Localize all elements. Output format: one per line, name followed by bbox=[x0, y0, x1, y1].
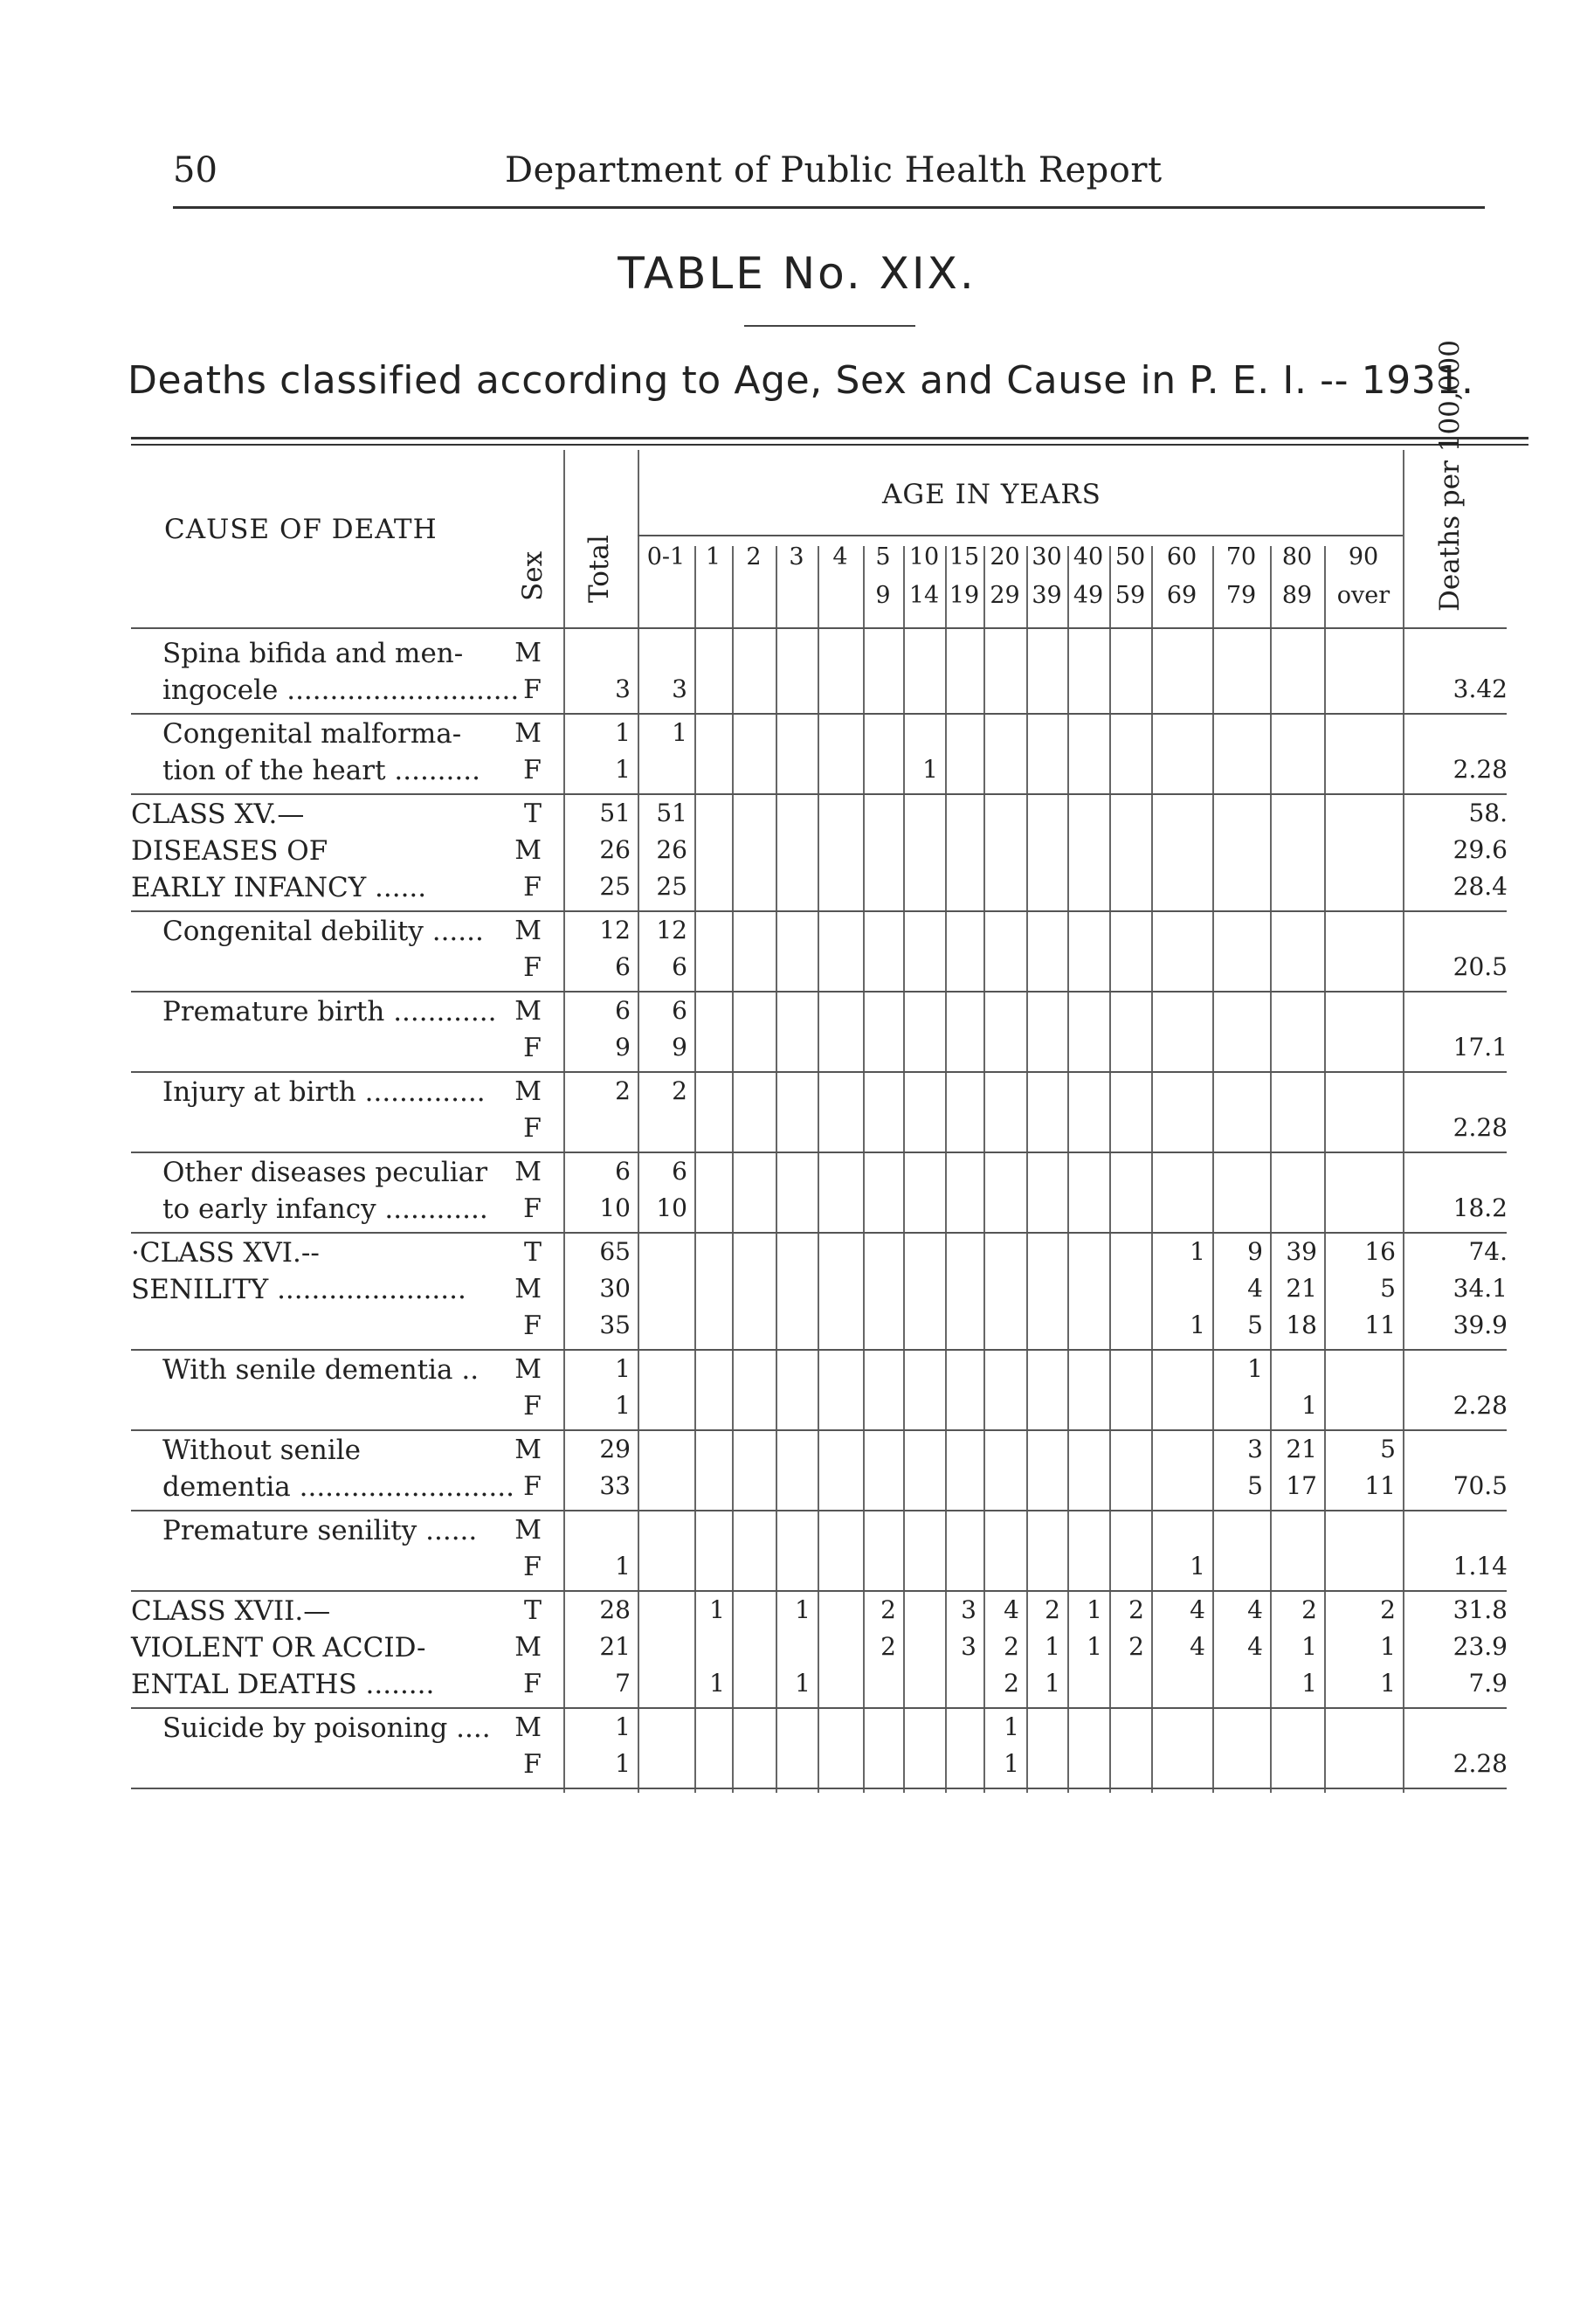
age-column-label-bottom: 29 bbox=[990, 582, 1020, 609]
total-cell: 3 bbox=[615, 674, 631, 703]
age-column-label-top: 50 bbox=[1114, 543, 1146, 571]
age-cell: 1 bbox=[1045, 1632, 1060, 1661]
age-column-label-top: 30 bbox=[1032, 543, 1062, 571]
cause-label: Injury at birth .............. bbox=[162, 1076, 486, 1108]
age-cell: 2 bbox=[1045, 1595, 1060, 1624]
group-separator-rule bbox=[131, 1590, 1507, 1592]
rate-cell: 29.6 bbox=[1453, 835, 1508, 864]
total-cell: 1 bbox=[615, 1552, 631, 1580]
cause-label: dementia ......................... bbox=[162, 1471, 514, 1503]
age-column-label-top: 40 bbox=[1073, 543, 1104, 571]
sex-cell: F bbox=[523, 1033, 542, 1063]
total-cell: 9 bbox=[615, 1033, 631, 1062]
rate-cell: 1.14 bbox=[1453, 1552, 1508, 1580]
age-column-label-bottom: 89 bbox=[1281, 582, 1313, 609]
cause-label: Congenital debility ...... bbox=[162, 916, 484, 947]
sex-cell: F bbox=[523, 1311, 542, 1341]
cause-label: VIOLENT OR ACCID- bbox=[131, 1632, 426, 1663]
rate-cell: 28.4 bbox=[1453, 872, 1508, 901]
age-cell: 39 bbox=[1286, 1237, 1317, 1266]
cause-label: Premature birth ............ bbox=[162, 996, 497, 1027]
header-bottom-rule bbox=[131, 627, 1507, 629]
age-cell: 1 bbox=[1045, 1669, 1060, 1698]
age-column-label-bottom: 9 bbox=[875, 582, 891, 609]
age-column-label-bottom: 19 bbox=[949, 582, 980, 609]
total-cell: 1 bbox=[615, 755, 631, 784]
cause-label: With senile dementia .. bbox=[162, 1354, 480, 1386]
rate-cell: 20.5 bbox=[1453, 952, 1508, 981]
header-rule bbox=[173, 206, 1485, 209]
age-cell: 21 bbox=[1286, 1274, 1317, 1303]
age-column-label-bottom: 59 bbox=[1114, 582, 1146, 609]
age-cell: 3 bbox=[961, 1595, 976, 1624]
sex-cell: T bbox=[523, 1237, 542, 1268]
age-column-label-top: 10 bbox=[908, 543, 940, 571]
table-top-rule-inner bbox=[131, 444, 1528, 446]
age-column-label-bottom: 79 bbox=[1225, 582, 1257, 609]
age-cell: 2 bbox=[672, 1076, 687, 1105]
rate-cell: 74. bbox=[1468, 1237, 1508, 1266]
age-cell: 1 bbox=[1301, 1391, 1317, 1420]
age-cell: 2 bbox=[1380, 1595, 1396, 1624]
sex-cell: M bbox=[514, 1712, 542, 1743]
rate-cell: 7.9 bbox=[1468, 1669, 1508, 1698]
age-cell: 26 bbox=[656, 835, 687, 864]
age-cell: 2 bbox=[1004, 1632, 1019, 1661]
age-cell: 5 bbox=[1380, 1274, 1396, 1303]
total-cell: 29 bbox=[599, 1435, 631, 1463]
age-column-label-top: 60 bbox=[1166, 543, 1197, 571]
sex-cell: F bbox=[523, 1552, 542, 1582]
sex-cell: F bbox=[523, 1113, 542, 1144]
group-separator-rule bbox=[131, 793, 1507, 795]
age-cell: 1 bbox=[709, 1669, 725, 1698]
rate-cell: 2.28 bbox=[1453, 1113, 1508, 1142]
sex-cell: M bbox=[514, 1354, 542, 1385]
total-cell: 33 bbox=[599, 1471, 631, 1500]
age-cell: 11 bbox=[1364, 1311, 1396, 1339]
total-cell: 25 bbox=[599, 872, 631, 901]
page-number: 50 bbox=[173, 150, 217, 190]
table-top-rule bbox=[131, 437, 1528, 439]
cause-label: CLASS XVII.— bbox=[131, 1595, 331, 1627]
age-cell: 1 bbox=[795, 1595, 811, 1624]
sex-cell: M bbox=[514, 718, 542, 749]
age-cell: 1 bbox=[1247, 1354, 1263, 1383]
age-cell: 1 bbox=[1380, 1632, 1396, 1661]
rate-cell: 39.9 bbox=[1453, 1311, 1508, 1339]
total-header: Total bbox=[583, 535, 615, 603]
sex-cell: M bbox=[514, 1515, 542, 1546]
group-separator-rule bbox=[131, 1429, 1507, 1431]
cause-label: Without senile bbox=[162, 1435, 361, 1466]
age-column-divider bbox=[732, 546, 734, 1793]
group-separator-rule bbox=[131, 1349, 1507, 1351]
age-cell: 17 bbox=[1286, 1471, 1317, 1500]
sex-cell: M bbox=[514, 1076, 542, 1107]
age-cell: 6 bbox=[672, 952, 687, 981]
sex-cell: F bbox=[523, 674, 542, 705]
rate-cell: 18.2 bbox=[1453, 1193, 1508, 1222]
age-cell: 3 bbox=[961, 1632, 976, 1661]
age-cell: 1 bbox=[1087, 1632, 1102, 1661]
group-separator-rule bbox=[131, 713, 1507, 715]
table-caption: Deaths classified according to Age, Sex and Cause in P. E. I. -- 1931. bbox=[128, 358, 1474, 403]
age-column-label-bottom: over bbox=[1336, 582, 1390, 609]
table-title: TABLE No. XIX. bbox=[618, 248, 976, 299]
age-column-label-top: 5 bbox=[875, 543, 891, 571]
cause-label: Suicide by poisoning .... bbox=[162, 1712, 491, 1744]
age-column-label-top: 0-1 bbox=[646, 543, 686, 571]
age-group-header: AGE IN YEARS bbox=[882, 479, 1101, 510]
rate-header: Deaths per 100,000 bbox=[1434, 340, 1466, 612]
age-cell: 1 bbox=[1190, 1552, 1205, 1580]
age-cell: 51 bbox=[656, 799, 687, 827]
total-cell: 6 bbox=[615, 952, 631, 981]
group-separator-rule bbox=[131, 1152, 1507, 1153]
total-cell: 28 bbox=[599, 1595, 631, 1624]
total-cell: 51 bbox=[599, 799, 631, 827]
total-cell: 26 bbox=[599, 835, 631, 864]
cause-label: DISEASES OF bbox=[131, 835, 328, 867]
age-cell: 2 bbox=[880, 1632, 896, 1661]
sex-cell: M bbox=[514, 996, 542, 1027]
age-column-divider bbox=[818, 546, 819, 1793]
age-cell: 5 bbox=[1247, 1311, 1263, 1339]
age-column-label-bottom: 49 bbox=[1073, 582, 1104, 609]
cause-label: Congenital malforma- bbox=[162, 718, 462, 750]
total-cell: 6 bbox=[615, 996, 631, 1025]
age-cell: 1 bbox=[1190, 1311, 1205, 1339]
age-cell: 1 bbox=[709, 1595, 725, 1624]
total-cell: 2 bbox=[615, 1076, 631, 1105]
age-column-label-top: 4 bbox=[832, 543, 848, 571]
sex-cell: M bbox=[514, 1274, 542, 1304]
cause-header: CAUSE OF DEATH bbox=[164, 514, 438, 545]
age-cell: 2 bbox=[1004, 1669, 1019, 1698]
age-column-label-bottom: 39 bbox=[1032, 582, 1062, 609]
group-separator-rule bbox=[131, 1071, 1507, 1073]
age-cell: 1 bbox=[1190, 1237, 1205, 1266]
group-separator-rule bbox=[131, 1510, 1507, 1511]
sex-cell: F bbox=[523, 1669, 542, 1699]
group-separator-rule bbox=[131, 1788, 1507, 1789]
age-cell: 1 bbox=[672, 718, 687, 747]
sex-cell: F bbox=[523, 1391, 542, 1421]
age-cell: 1 bbox=[1301, 1669, 1317, 1698]
rate-cell: 34.1 bbox=[1453, 1274, 1508, 1303]
total-cell: 1 bbox=[615, 1749, 631, 1778]
age-cell: 18 bbox=[1286, 1311, 1317, 1339]
rate-cell: 2.28 bbox=[1453, 1749, 1508, 1778]
age-cell: 1 bbox=[795, 1669, 811, 1698]
sex-cell: F bbox=[523, 872, 542, 903]
age-column-label-top: 2 bbox=[746, 543, 762, 571]
cause-label: Other diseases peculiar bbox=[162, 1157, 488, 1188]
age-cell: 1 bbox=[922, 755, 938, 784]
sex-cell: M bbox=[514, 835, 542, 866]
total-cell: 35 bbox=[599, 1311, 631, 1339]
total-cell: 30 bbox=[599, 1274, 631, 1303]
rate-cell: 58. bbox=[1468, 799, 1508, 827]
sex-cell: F bbox=[523, 1471, 542, 1502]
age-cell: 4 bbox=[1190, 1595, 1205, 1624]
total-cell: 1 bbox=[615, 1712, 631, 1741]
sex-cell: M bbox=[514, 1435, 542, 1465]
running-title: Department of Public Health Report bbox=[505, 150, 1163, 190]
age-cell: 6 bbox=[672, 1157, 687, 1186]
age-cell: 4 bbox=[1190, 1632, 1205, 1661]
cause-label: Premature senility ...... bbox=[162, 1515, 478, 1546]
group-separator-rule bbox=[131, 910, 1507, 912]
total-cell: 6 bbox=[615, 1157, 631, 1186]
cause-label: ingocele ........................... bbox=[162, 674, 520, 706]
cause-label: ·CLASS XVI.-- bbox=[131, 1237, 320, 1269]
title-rule bbox=[744, 325, 915, 327]
age-column-divider bbox=[903, 546, 905, 1793]
total-cell: 1 bbox=[615, 1391, 631, 1420]
age-cell: 2 bbox=[1301, 1595, 1317, 1624]
cause-label: CLASS XV.— bbox=[131, 799, 305, 830]
sex-cell: M bbox=[514, 638, 542, 668]
age-cell: 4 bbox=[1004, 1595, 1019, 1624]
cause-label: tion of the heart .......... bbox=[162, 755, 480, 786]
total-cell: 1 bbox=[615, 1354, 631, 1383]
rate-cell: 3.42 bbox=[1453, 674, 1508, 703]
age-cell: 9 bbox=[672, 1033, 687, 1062]
total-cell: 12 bbox=[599, 916, 631, 944]
age-cell: 2 bbox=[880, 1595, 896, 1624]
age-column-label-top: 20 bbox=[990, 543, 1020, 571]
rate-cell: 70.5 bbox=[1453, 1471, 1508, 1500]
rate-cell: 17.1 bbox=[1453, 1033, 1508, 1062]
age-column-label-top: 15 bbox=[949, 543, 980, 571]
sex-cell: T bbox=[523, 1595, 542, 1626]
rate-cell: 31.8 bbox=[1453, 1595, 1508, 1624]
total-cell: 7 bbox=[615, 1669, 631, 1698]
age-cell: 16 bbox=[1364, 1237, 1396, 1266]
age-cell: 25 bbox=[656, 872, 687, 901]
age-cell: 1 bbox=[1004, 1749, 1019, 1778]
sex-cell: F bbox=[523, 1193, 542, 1224]
total-cell: 10 bbox=[599, 1193, 631, 1222]
age-cell: 10 bbox=[656, 1193, 687, 1222]
age-cell: 4 bbox=[1247, 1632, 1263, 1661]
total-cell: 21 bbox=[599, 1632, 631, 1661]
sex-cell: T bbox=[523, 799, 542, 829]
sex-cell: M bbox=[514, 1157, 542, 1187]
age-cell: 9 bbox=[1247, 1237, 1263, 1266]
age-cell: 2 bbox=[1128, 1632, 1144, 1661]
age-cell: 1 bbox=[1301, 1632, 1317, 1661]
cause-label: ENTAL DEATHS ........ bbox=[131, 1669, 435, 1700]
cause-label: EARLY INFANCY ...... bbox=[131, 872, 427, 903]
age-cell: 12 bbox=[656, 916, 687, 944]
rate-cell: 23.9 bbox=[1453, 1632, 1508, 1661]
total-cell: 65 bbox=[599, 1237, 631, 1266]
sex-cell: M bbox=[514, 916, 542, 946]
age-column-label-top: 90 bbox=[1348, 543, 1379, 571]
age-column-divider bbox=[1324, 546, 1326, 1793]
age-cell: 1 bbox=[1087, 1595, 1102, 1624]
running-header bbox=[173, 150, 1485, 203]
age-cell: 21 bbox=[1286, 1435, 1317, 1463]
age-cell: 5 bbox=[1380, 1435, 1396, 1463]
age-cell: 3 bbox=[672, 674, 687, 703]
sex-cell: F bbox=[523, 755, 542, 785]
group-separator-rule bbox=[131, 1232, 1507, 1234]
age-column-label-top: 3 bbox=[789, 543, 804, 571]
age-cell: 5 bbox=[1247, 1471, 1263, 1500]
age-header-underline bbox=[638, 535, 1403, 536]
sex-cell: F bbox=[523, 952, 542, 983]
group-separator-rule bbox=[131, 991, 1507, 993]
age-cell: 3 bbox=[1247, 1435, 1263, 1463]
age-cell: 2 bbox=[1128, 1595, 1144, 1624]
age-cell: 6 bbox=[672, 996, 687, 1025]
total-cell: 1 bbox=[615, 718, 631, 747]
rate-cell: 2.28 bbox=[1453, 1391, 1508, 1420]
age-cell: 4 bbox=[1247, 1595, 1263, 1624]
age-column-label-top: 80 bbox=[1281, 543, 1313, 571]
age-cell: 11 bbox=[1364, 1471, 1396, 1500]
age-column-label-top: 1 bbox=[705, 543, 721, 571]
age-cell: 1 bbox=[1380, 1669, 1396, 1698]
sex-header: Sex bbox=[517, 550, 549, 601]
age-cell: 1 bbox=[1004, 1712, 1019, 1741]
age-column-label-bottom: 69 bbox=[1166, 582, 1197, 609]
cause-label: to early infancy ............ bbox=[162, 1193, 488, 1225]
cause-label: Spina bifida and men- bbox=[162, 638, 464, 669]
sex-cell: F bbox=[523, 1749, 542, 1780]
sex-cell: M bbox=[514, 1632, 542, 1663]
group-separator-rule bbox=[131, 1707, 1507, 1709]
cause-label: SENILITY ...................... bbox=[131, 1274, 466, 1305]
age-column-label-bottom: 14 bbox=[908, 582, 940, 609]
age-column-label-top: 70 bbox=[1225, 543, 1257, 571]
age-cell: 4 bbox=[1247, 1274, 1263, 1303]
rate-cell: 2.28 bbox=[1453, 755, 1508, 784]
